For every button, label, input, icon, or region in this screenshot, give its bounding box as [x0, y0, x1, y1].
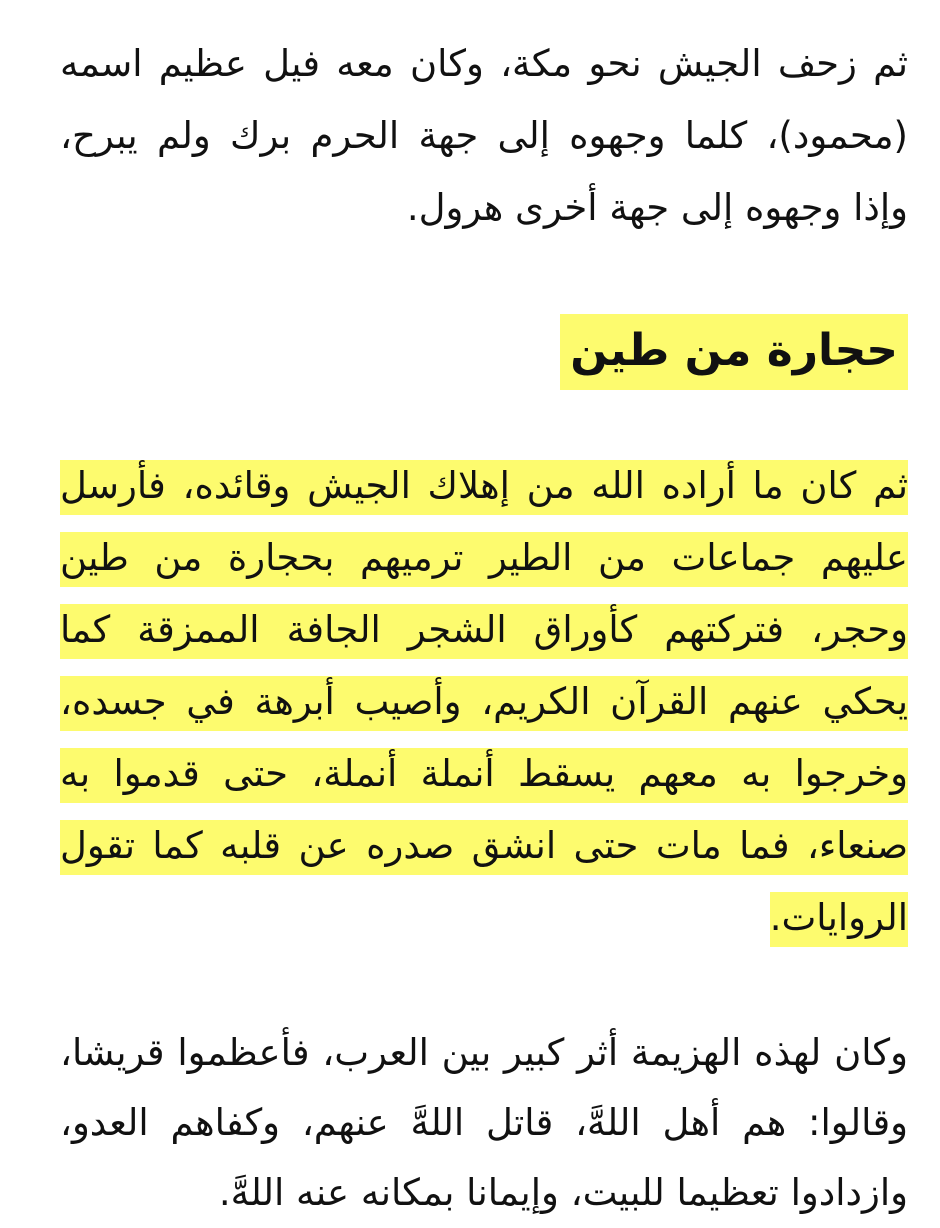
highlighted-paragraph-text: ثم كان ما أراده الله من إهلاك الجيش وقائده، فأرسل عليهم جماعات من الطير ترميهم بحجارة من طين وحجر، فتركتهم كأوراق الشجر الجافة الممزقة كما يحكي عنهم القرآن الكريم، وأصيب أبرهة في جسده، وخرجوا به معهم يسقط أنملة أنملة، حتى قدموا به صنعاء، فما مات حتى انشق صدره عن قلبه كما تقول الروايات. [60, 460, 908, 947]
closing-paragraph: وكان لهذه الهزيمة أثر كبير بين العرب، فأعظموا قريشا، وقالوا: هم أهل اللهَّ، قاتل اللهَّ عنهم، وكفاهم العدو، وازدادوا تعظيما للبيت، وإيمانا بمكانه عنه اللهَّ. [60, 1031, 908, 1214]
highlighted-paragraph [60, 450, 908, 954]
section-heading-container [60, 314, 908, 394]
intro-paragraph: ثم زحف الجيش نحو مكة، وكان معه فيل عظيم اسمه (محمود)، كلما وجهوه إلى جهة الحرم برك ولم يبرح، وإذا وجهوه إلى جهة أخرى هرول. [60, 42, 908, 229]
section-heading: حجارة من طين [560, 314, 908, 390]
